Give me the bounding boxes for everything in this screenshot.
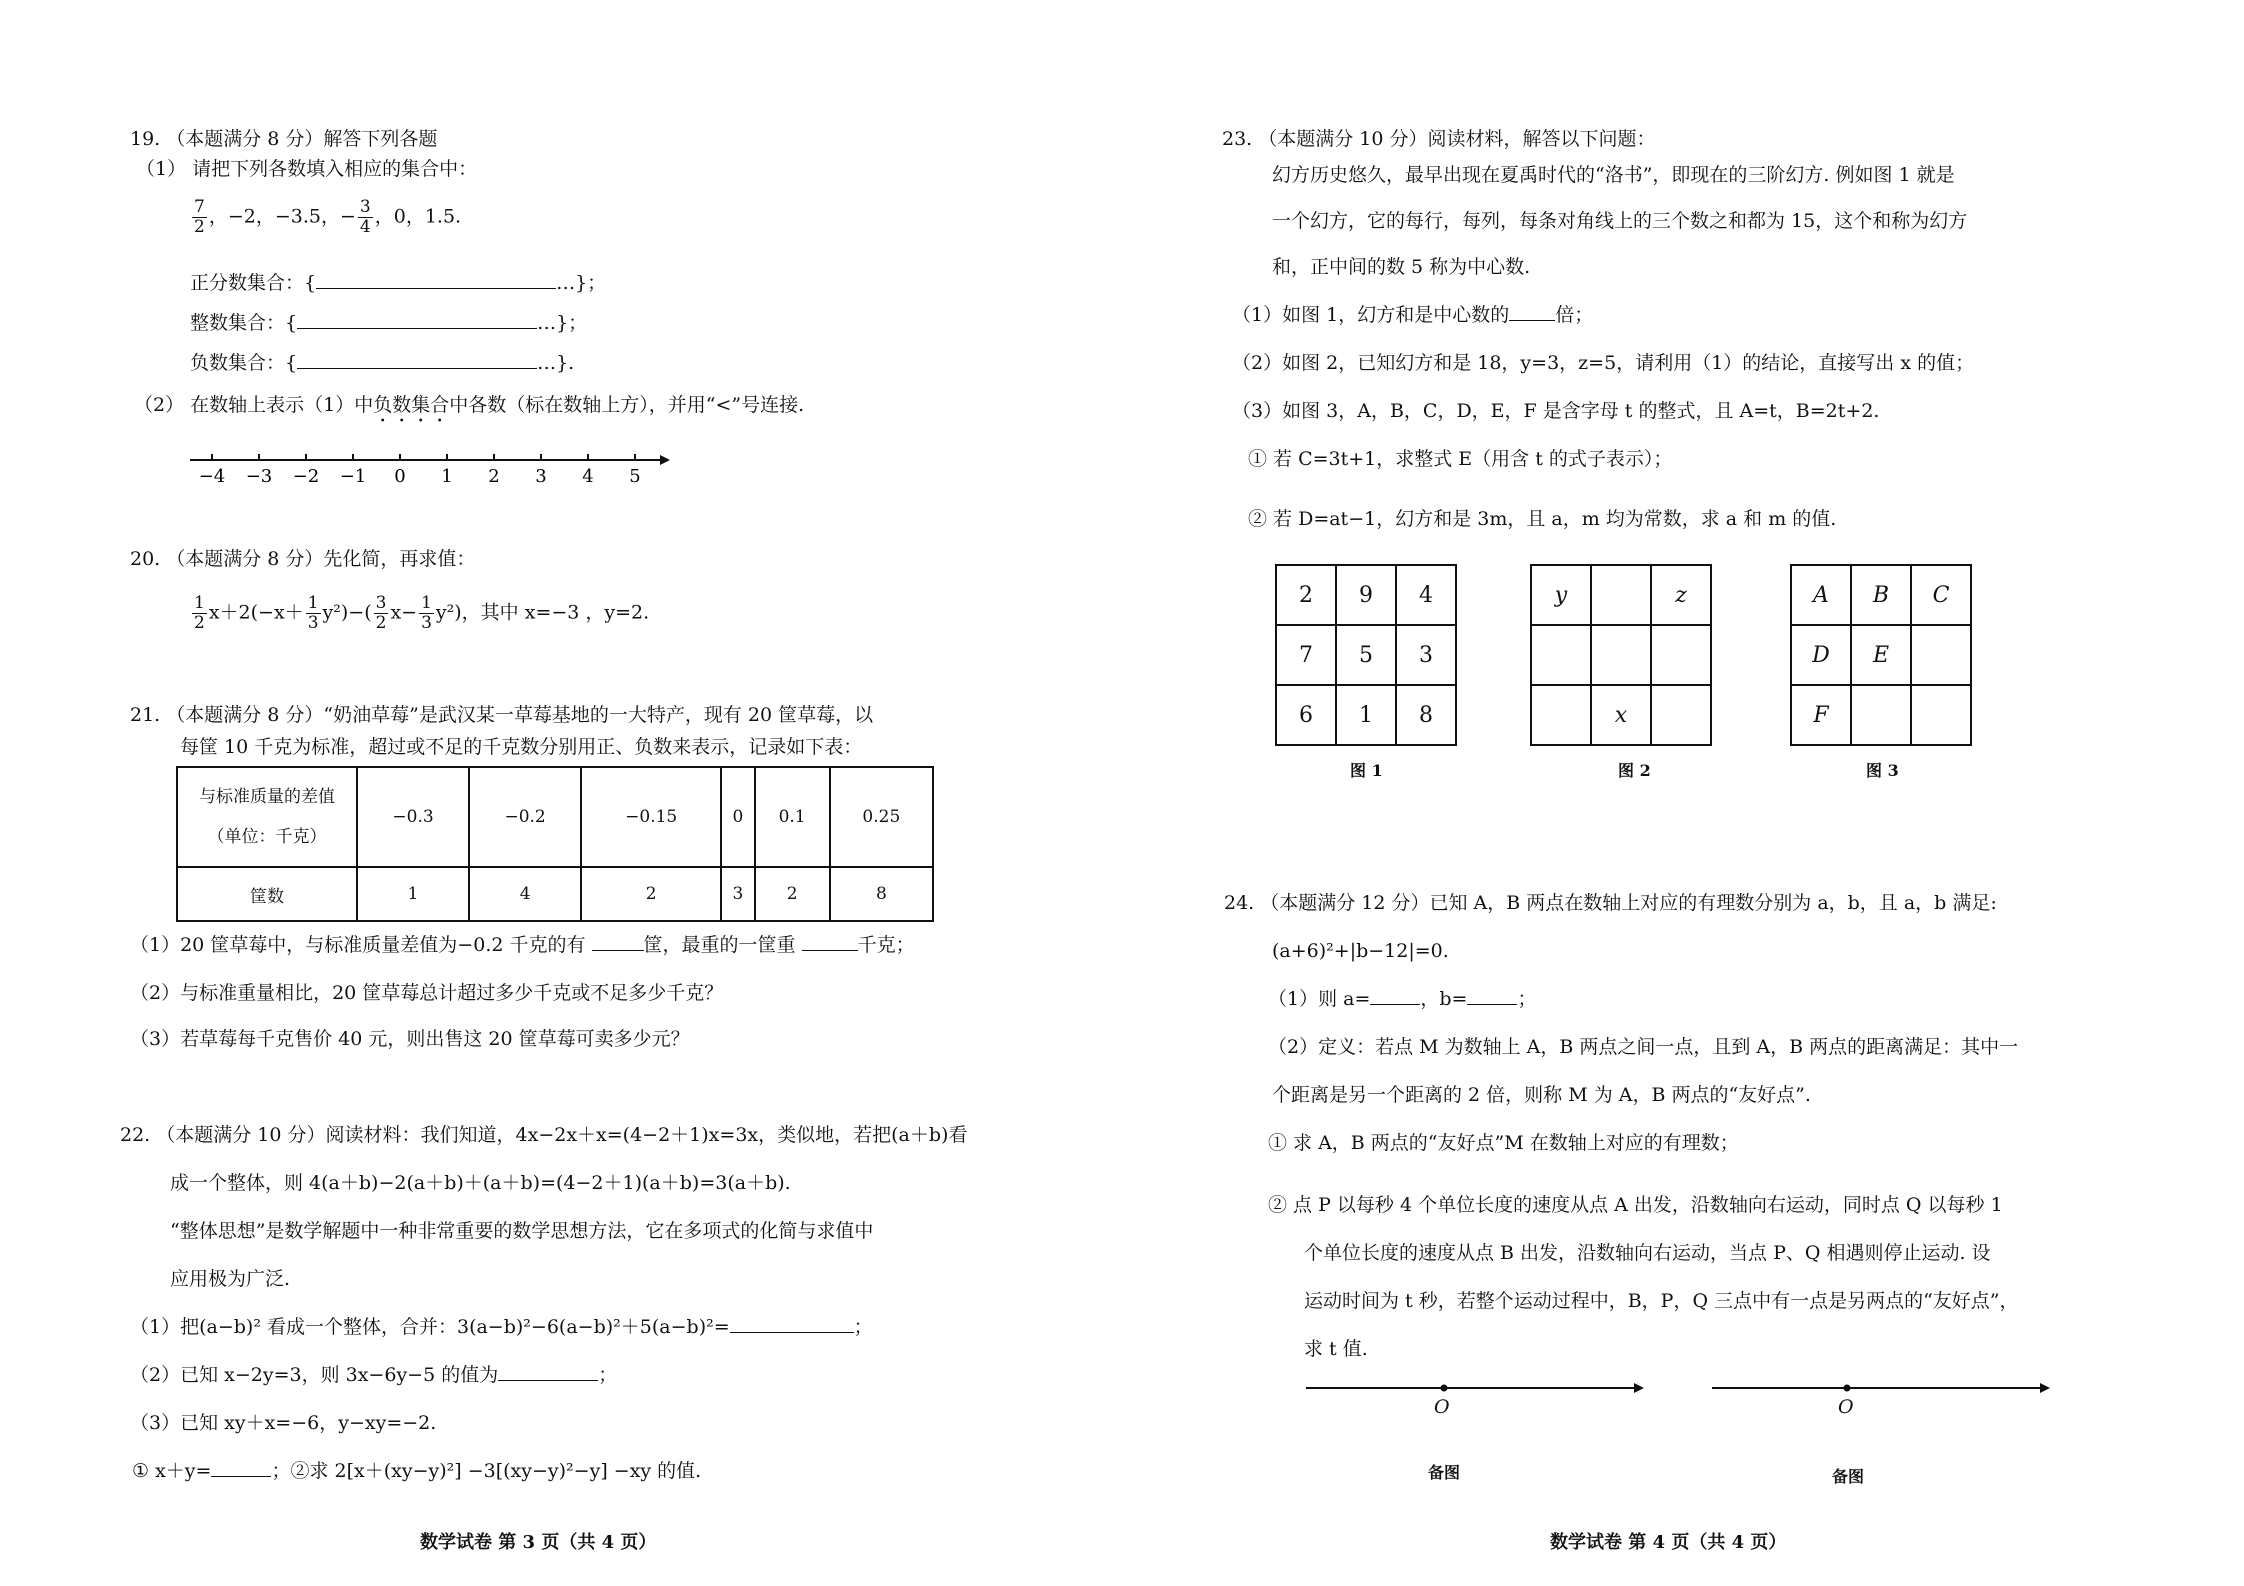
grid-cell: 4	[1396, 565, 1456, 625]
q23-case2: ② 若 D=at−1，幻方和是 3m，且 a，m 均为常数，求 a 和 m 的值.	[1248, 508, 1837, 530]
table-cell: 2	[581, 867, 721, 921]
figure-caption: 图 1	[1350, 761, 1383, 780]
q20-heading: 20. （本题满分 8 分）先化简，再求值：	[130, 548, 476, 570]
q23-line1: 幻方历史悠久，最早出现在夏禹时代的“洛书”，即现在的三阶幻方. 例如图 1 就是	[1272, 164, 1955, 186]
fraction: $\frac{7}{2}$	[194, 197, 205, 237]
q24-case2-line1: ② 点 P 以每秒 4 个单位长度的速度从点 A 出发，沿数轴向右运动，同时点 Q 以每秒 1	[1268, 1194, 2003, 1216]
answer-blank[interactable]	[730, 1332, 854, 1333]
q24-sub2-line1: （2）定义：若点 M 为数轴上 A，B 两点之间一点，且到 A，B 两点的距离满足：其中一	[1268, 1036, 2019, 1058]
grid-cell: 1	[1336, 685, 1396, 745]
spare-figure-caption: 备图	[1428, 1463, 1461, 1482]
grid-cell: A	[1791, 565, 1851, 625]
q23-sub2: （2）如图 2，已知幻方和是 18，y=3，z=5，请利用（1）的结论，直接写出 x 的值；	[1232, 352, 1975, 374]
number-line-tick-label: 1	[441, 466, 453, 487]
answer-blank[interactable]	[498, 1380, 598, 1381]
table-cell: 0.1	[755, 767, 830, 867]
table-row	[177, 767, 933, 867]
number-line-tick-label: 2	[488, 466, 500, 487]
grid-cell: B	[1851, 565, 1911, 625]
number-line-tick-label: −1	[339, 466, 367, 487]
q21-sub1: （1）20 筐草莓中，与标准质量差值为−0.2 千克的有 筐，最重的一筐重 千克；	[130, 934, 915, 956]
q21-line1: 21. （本题满分 8 分）“奶油草莓”是武汉某一草莓基地的一大特产，现有 20 筐草莓，以	[130, 704, 874, 726]
q24-case2-line4: 求 t 值.	[1304, 1338, 1368, 1360]
q24-sub1: （1）则 a= ，b= ；	[1268, 988, 1537, 1010]
fraction: $\frac{3}{2}$	[375, 593, 387, 633]
grid-cell: F	[1791, 685, 1851, 745]
number-line-tick-label: 5	[629, 466, 641, 487]
strawberry-table	[176, 766, 934, 922]
figure-caption: 图 2	[1618, 761, 1651, 780]
positive-fraction-set: 正分数集合：{ …}；	[190, 272, 607, 294]
grid-cell: 7	[1276, 625, 1336, 685]
table-cell: 2	[755, 867, 830, 921]
q20-expression: $\frac{1}{2}$ x＋2(−x＋ $\frac{1}{3}$ y²)−( $\frac{3}{2}$ x− $\frac{1}{3}$ y²)，其中 x=−3 ，y=2.	[194, 593, 650, 633]
origin-label: O	[1838, 1396, 1854, 1418]
table-cell: 1	[357, 867, 469, 921]
q23-case1: ① 若 C=3t+1，求整式 E（用含 t 的式子表示）；	[1248, 448, 1673, 470]
fraction: $\frac{3}{4}$	[359, 197, 371, 237]
grid-cell: 9	[1336, 565, 1396, 625]
table-cell: 0.25	[830, 767, 933, 867]
q23-sub1: （1）如图 1，幻方和是中心数的 倍；	[1232, 304, 1594, 326]
number-line-tick-label: −4	[198, 466, 226, 487]
q24-case1: ① 求 A，B 两点的“友好点”M 在数轴上对应的有理数；	[1268, 1132, 1739, 1154]
table-cell: 3	[721, 867, 754, 921]
q22-line2: 成一个整体，则 4(a＋b)−2(a＋b)＋(a＋b)=(4−2＋1)(a＋b)=3(a＋b).	[170, 1172, 791, 1194]
q19-part1: （1） 请把下列各数填入相应的集合中：	[136, 158, 478, 180]
grid-cell: E	[1851, 625, 1911, 685]
table-cell: −0.15	[581, 767, 721, 867]
answer-blank[interactable]	[211, 1476, 271, 1477]
table-cell: −0.3	[357, 767, 469, 867]
grid-cell: x	[1591, 685, 1651, 745]
fraction: $\frac{1}{3}$	[307, 593, 319, 633]
q24-equation: (a+6)²+|b−12|=0.	[1272, 940, 1449, 962]
q22-line1: 22. （本题满分 10 分）阅读材料：我们知道，4x−2x＋x=(4−2＋1)x=3x，类似地，若把(a＋b)看	[120, 1124, 968, 1146]
number-line-tick-label: 4	[582, 466, 594, 487]
grid-cell: 6	[1276, 685, 1336, 745]
table-cell: 4	[469, 867, 581, 921]
q21-sub2: （2）与标准重量相比，20 筐草莓总计超过多少千克或不足多少千克？	[130, 982, 724, 1004]
q22-line3: “整体思想”是数学解题中一种非常重要的数学思想方法，它在多项式的化简与求值中	[170, 1220, 874, 1242]
right-page	[1122, 0, 2244, 1586]
q24-case2-line2: 个单位长度的速度从点 B 出发，沿数轴向右运动，当点 P、Q 相遇则停止运动. 设	[1304, 1242, 1991, 1264]
q19-part2: （2） 在数轴上表示（1）中负数集合中各数（标在数轴上方），并用“<”号连接.	[134, 394, 805, 416]
grid-cell: C	[1911, 565, 1971, 625]
q24-case2-line3: 运动时间为 t 秒，若整个运动过程中，B，P，Q 三点中有一点是另两点的“友好点”，	[1304, 1290, 2019, 1312]
spare-number-lines	[1122, 0, 2244, 1586]
table-cell: 0	[721, 767, 754, 867]
answer-blank[interactable]	[802, 950, 858, 951]
origin-label: O	[1434, 1396, 1450, 1418]
grid-cell: 3	[1396, 625, 1456, 685]
table-row	[177, 867, 933, 921]
q22-sub1: （1）把(a−b)² 看成一个整体，合并：3(a−b)²−6(a−b)²＋5(a−b)²= ；	[130, 1316, 873, 1338]
table-header-cell: 筐数	[177, 867, 357, 921]
spare-figure-caption: 备图	[1832, 1467, 1865, 1486]
q24-heading: 24. （本题满分 12 分）已知 A，B 两点在数轴上对应的有理数分别为 a，b，且 a，b 满足:	[1224, 892, 1997, 914]
grid-cell: 2	[1276, 565, 1336, 625]
q23-heading: 23. （本题满分 10 分）阅读材料，解答以下问题：	[1222, 128, 1656, 150]
fraction: $\frac{1}{2}$	[194, 593, 205, 633]
grid-cell: D	[1791, 625, 1851, 685]
negative-set: 负数集合：{ …}.	[190, 352, 575, 374]
q22-sub2: （2）已知 x−2y=3，则 3x−6y−5 的值为 ；	[130, 1364, 618, 1386]
number-line-tick-label: −3	[245, 466, 273, 487]
grid-cell: 5	[1336, 625, 1396, 685]
q22-sub4: ① x＋y= ；②求 2[x＋(xy−y)²] −3[(xy−y)²−y] −xy 的值.	[132, 1460, 702, 1482]
page-footer: 数学试卷 第 3 页（共 4 页）	[420, 1532, 657, 1553]
table-header-cell: 与标准质量的差值 （单位：千克）	[177, 767, 357, 867]
q23-line2: 一个幻方，它的每行，每列，每条对角线上的三个数之和都为 15，这个和称为幻方	[1272, 210, 1968, 232]
answer-blank[interactable]	[592, 950, 644, 951]
q21-sub3: （3）若草莓每千克售价 40 元，则出售这 20 筐草莓可卖多少元？	[130, 1028, 690, 1050]
number-line-tick-label: 0	[394, 466, 406, 487]
integer-set: 整数集合：{ …}；	[190, 312, 588, 334]
q22-line4: 应用极为广泛.	[170, 1268, 291, 1290]
table-cell: 8	[830, 867, 933, 921]
q22-sub3: （3）已知 xy＋x=−6，y−xy=−2.	[130, 1412, 437, 1434]
grid-cell: y	[1531, 565, 1591, 625]
q24-sub2-line2: 个距离是另一个距离的 2 倍，则称 M 为 A，B 两点的“友好点”.	[1272, 1084, 1811, 1106]
q21-line2: 每筐 10 千克为标准，超过或不足的千克数分别用正、负数来表示，记录如下表：	[180, 736, 863, 758]
q19-heading: 19. （本题满分 8 分）解答下列各题	[130, 128, 438, 150]
q23-sub3: （3）如图 3，A，B，C，D，E，F 是含字母 t 的整式，且 A=t，B=2t+2.	[1232, 400, 1880, 422]
q23-line3: 和，正中间的数 5 称为中心数.	[1272, 256, 1531, 278]
grid-cell: 8	[1396, 685, 1456, 745]
grid-cell: z	[1651, 565, 1711, 625]
number-line-tick-label: −2	[292, 466, 320, 487]
fraction: $\frac{1}{3}$	[421, 593, 432, 633]
number-line-tick-label: 3	[535, 466, 547, 487]
table-cell: −0.2	[469, 767, 581, 867]
page-footer: 数学试卷 第 4 页（共 4 页）	[1550, 1532, 1787, 1553]
figure-caption: 图 3	[1866, 761, 1899, 780]
q19-numbers: $\frac{7}{2}$ ，−2，−3.5，− $\frac{3}{4}$ ，0，1.5.	[194, 197, 462, 237]
